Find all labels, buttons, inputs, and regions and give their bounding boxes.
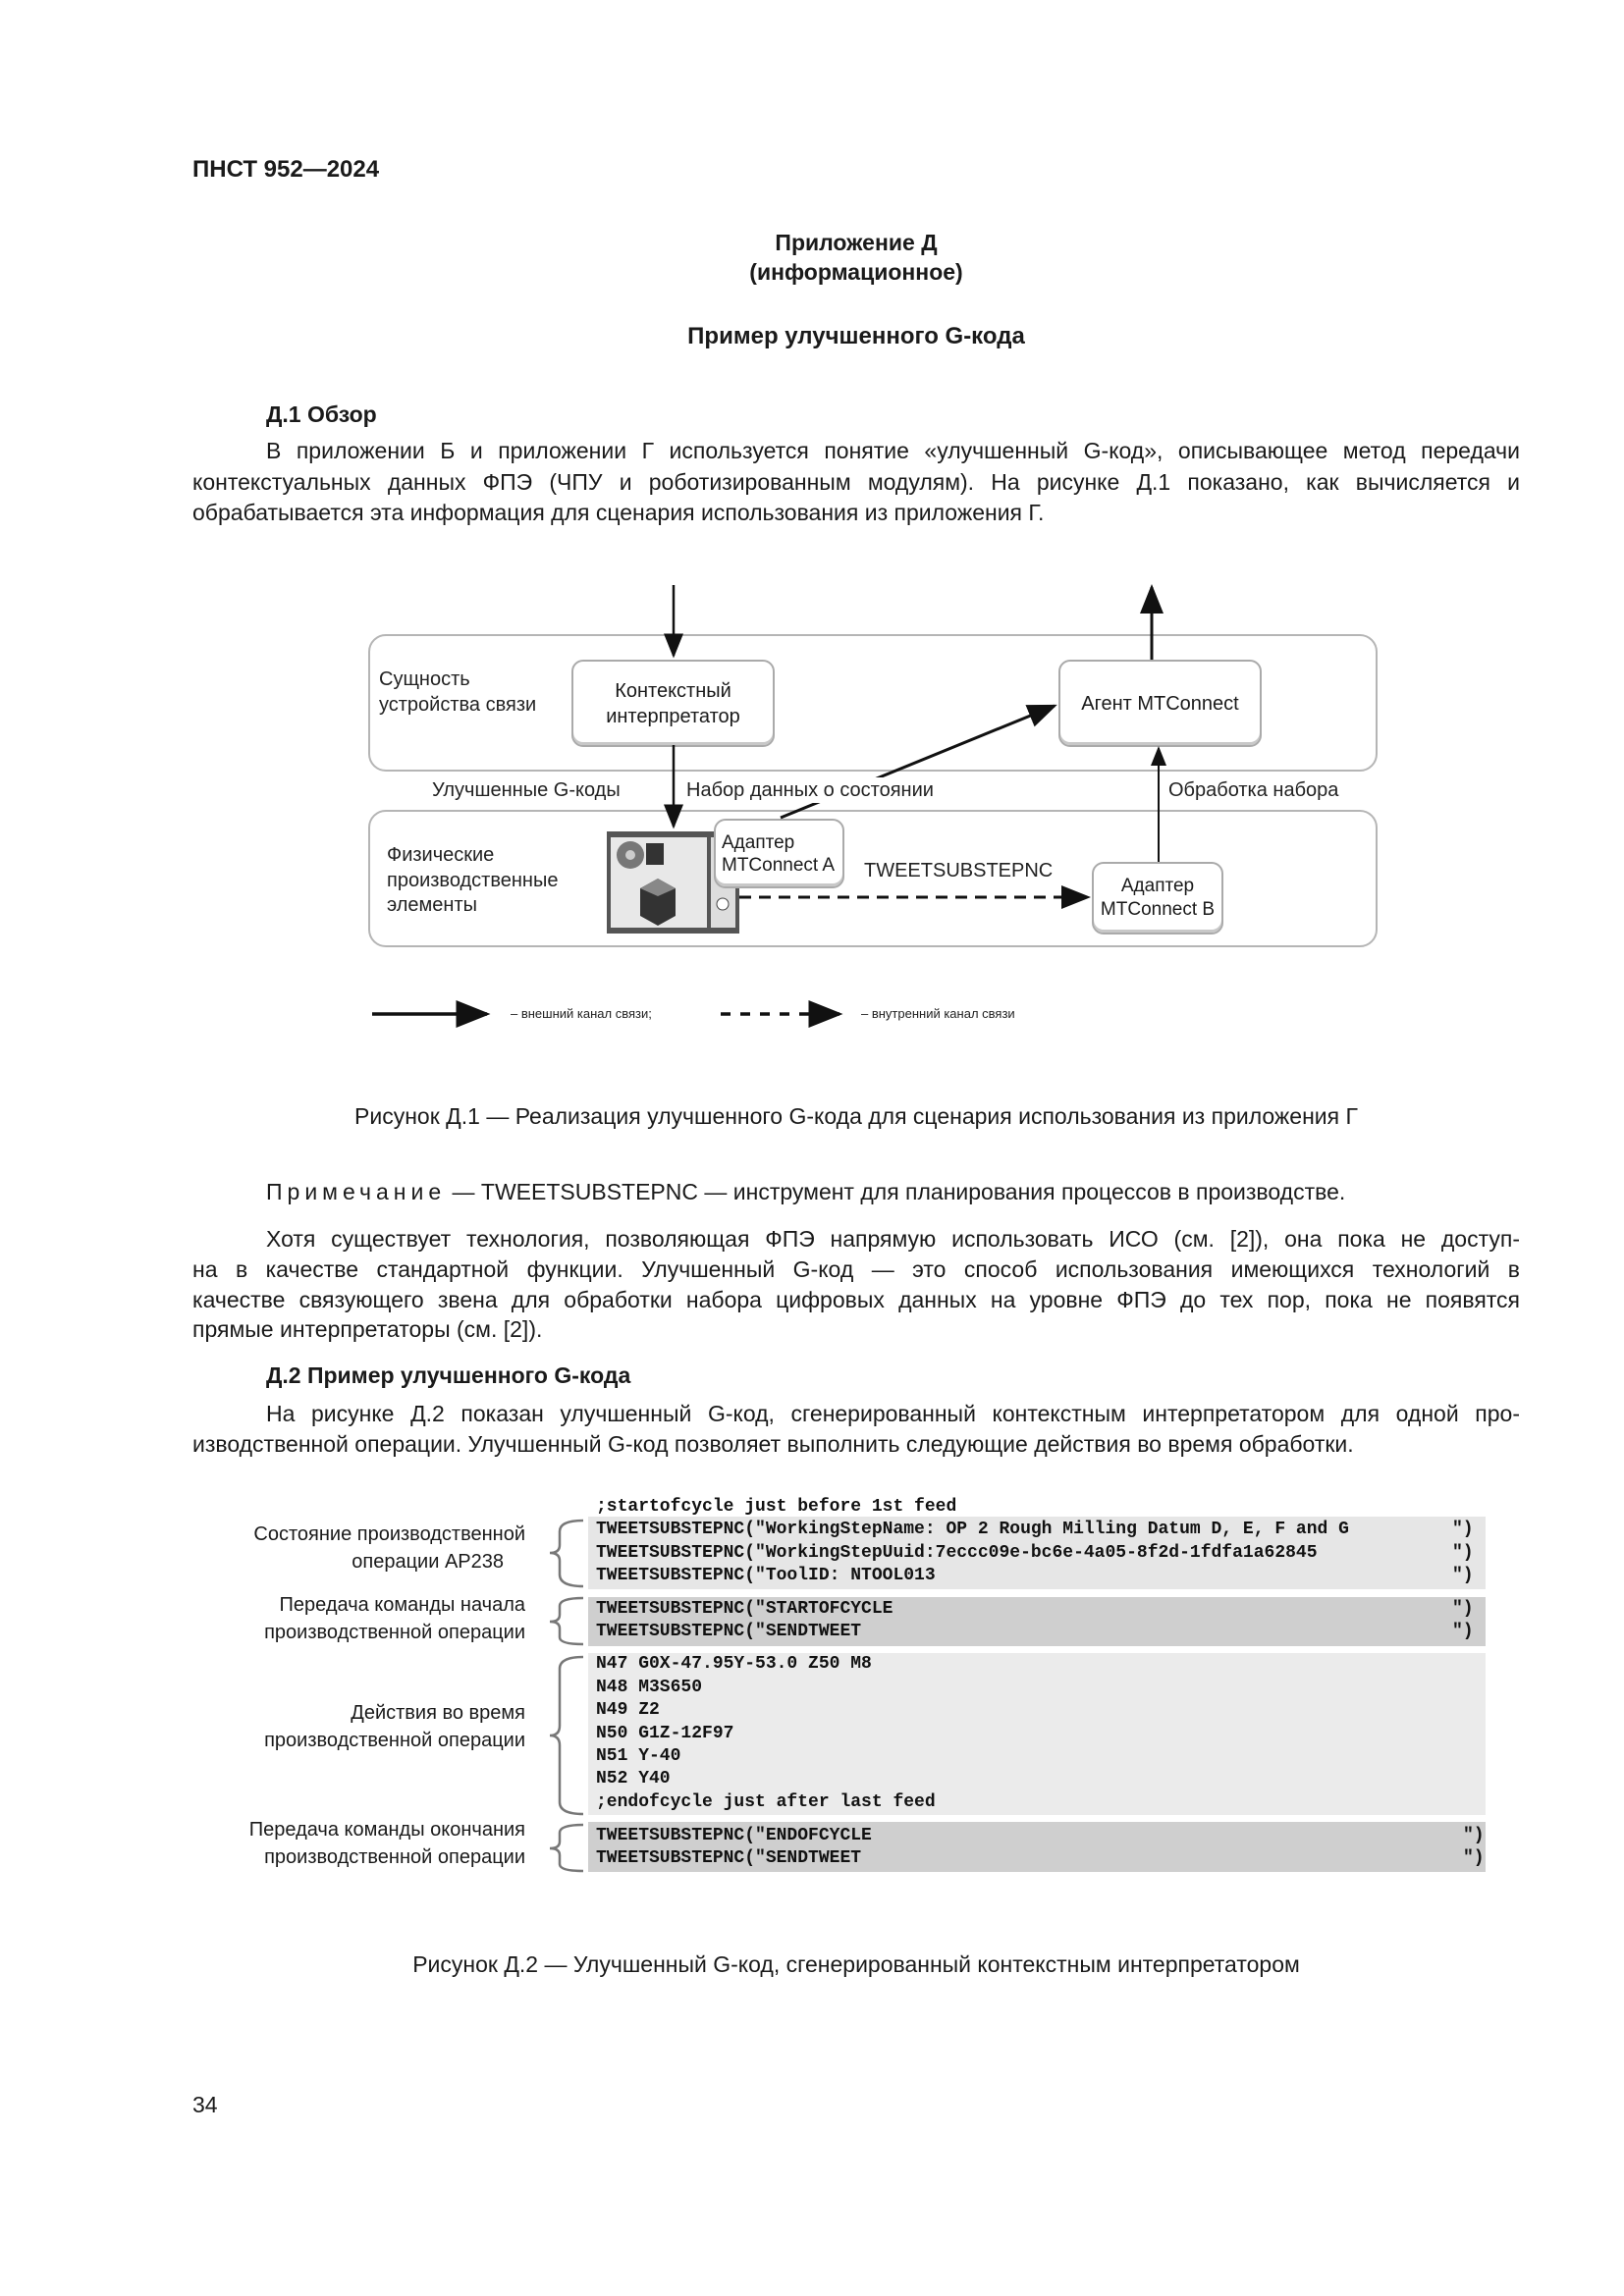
code-close: ") [1452, 1599, 1474, 1619]
dataset-processing-label: Обработка набора [1168, 779, 1339, 801]
paragraph-line: контекстуальных данных ФПЭ (ЧПУ и роботизированным модулям). На рисунке Д.1 показано, как вычисляется и [192, 469, 1520, 495]
code-line: TWEETSUBSTEPNC("ToolID: NTOOL013 [596, 1566, 936, 1585]
code-line: TWEETSUBSTEPNC("STARTOFCYCLE [596, 1599, 893, 1619]
legend-external: – внешний канал связи; [511, 1006, 652, 1021]
code-line: TWEETSUBSTEPNC("SENDTWEET [596, 1622, 862, 1641]
code-line: N48 M3S650 [596, 1678, 703, 1697]
appendix-heading: Пример улучшенного G-кода [687, 323, 1025, 349]
mtconnect-agent-box: Агент MTConnect [1058, 660, 1262, 747]
appendix-subtitle: (информационное) [749, 259, 963, 285]
legend-internal: – внутренний канал связи [861, 1006, 1015, 1021]
appendix-title: Приложение Д [775, 230, 938, 255]
mtconnect-adapter-a-box: Адаптер MTConnect A [714, 819, 844, 888]
paragraph-line: В приложении Б и приложении Г используется понятие «улучшенный G-код», описывающее метод передачи [266, 438, 1520, 463]
code-line: N49 Z2 [596, 1700, 660, 1720]
paragraph-line: на в качестве стандартной функции. Улучшенный G-код — это способ использования имеющихся технологий в [192, 1256, 1520, 1282]
paragraph-line: прямые интерпретаторы (см. [2]). [192, 1316, 543, 1342]
upper-lane-label: Сущность устройства связи [379, 668, 537, 716]
section1-heading: Д.1 Обзор [266, 401, 377, 427]
note-text: — TWEETSUBSTEPNC — инструмент для планирования процессов в производстве. [446, 1179, 1346, 1204]
brace-icon [550, 1825, 583, 1871]
code-line: N51 Y-40 [596, 1746, 681, 1766]
context-interpreter-box: Контекстный интерпретатор [571, 660, 775, 747]
code-group-label-state: Состояние производственной операции AP238 [253, 1523, 525, 1573]
document-id: ПНСТ 952—2024 [192, 156, 380, 183]
brace-icon [550, 1521, 583, 1586]
code-close: ") [1452, 1543, 1474, 1563]
code-close: ") [1452, 1622, 1474, 1641]
code-close: ") [1452, 1520, 1474, 1539]
code-line: ;endofcycle just after last feed [596, 1792, 936, 1812]
paragraph-line: изводственной операции. Улучшенный G-код позволяет выполнить следующие действия во время обработки. [192, 1431, 1354, 1457]
code-close: ") [1452, 1566, 1474, 1585]
enhanced-gcodes-label: Улучшенные G-коды [432, 779, 621, 801]
figure-d1-caption: Рисунок Д.1 — Реализация улучшенного G-кода для сценария использования из приложения Г [354, 1103, 1358, 1129]
figure-d2-caption: Рисунок Д.2 — Улучшенный G-код, сгенерированный контекстным интерпретатором [412, 1951, 1300, 1977]
mtconnect-adapter-b-box: Адаптер MTConnect B [1092, 862, 1223, 934]
code-group-label-actions: Действия во время производственной операции [264, 1702, 525, 1751]
paragraph-line: На рисунке Д.2 показан улучшенный G-код, сгенерированный контекстным интерпретатором для одной про- [266, 1401, 1520, 1426]
code-line: TWEETSUBSTEPNC("WorkingStepUuid:7eccc09e-bc6e-4a05-8f2d-1fdfa1a62845 [596, 1543, 1318, 1563]
code-line: TWEETSUBSTEPNC("WorkingStepName: OP 2 Rough Milling Datum D, E, F and G [596, 1520, 1349, 1539]
code-group-label-end: Передача команды окончания производственной операции [248, 1819, 525, 1868]
paragraph-line: качестве связующего звена для обработки набора цифровых данных на уровне ФПЭ до тех пор, пока не появятся [192, 1287, 1520, 1312]
state-dataset-label: Набор данных о состоянии [682, 777, 938, 803]
paragraph-line: Хотя существует технология, позволяющая ФПЭ напрямую использовать ИСО (см. [2]), она пока не доступ- [266, 1226, 1520, 1252]
code-comment-start: ;startofcycle just before 1st feed [596, 1497, 957, 1517]
paragraph-line: обрабатывается эта информация для сценария использования из приложения Г. [192, 500, 1045, 525]
tweetsubstepnc-label: TWEETSUBSTEPNC [864, 860, 1054, 881]
brace-icon [550, 1657, 583, 1814]
code-line: N47 G0X-47.95Y-53.0 Z50 M8 [596, 1654, 872, 1674]
code-line: N52 Y40 [596, 1769, 671, 1789]
page-number: 34 [192, 2092, 218, 2117]
section2-heading: Д.2 Пример улучшенного G-кода [266, 1362, 631, 1388]
brace-icon [550, 1598, 583, 1644]
code-close: ") [1463, 1848, 1485, 1868]
code-line: N50 G1Z-12F97 [596, 1724, 734, 1743]
code-line: TWEETSUBSTEPNC("SENDTWEET [596, 1848, 862, 1868]
code-group-label-start: Передача команды начала производственной операции [264, 1594, 525, 1643]
code-line: TWEETSUBSTEPNC("ENDOFCYCLE [596, 1826, 872, 1845]
note-label: Примечание [266, 1179, 447, 1204]
code-close: ") [1463, 1826, 1485, 1845]
lower-lane-label: Физические производственные элементы [387, 844, 559, 916]
